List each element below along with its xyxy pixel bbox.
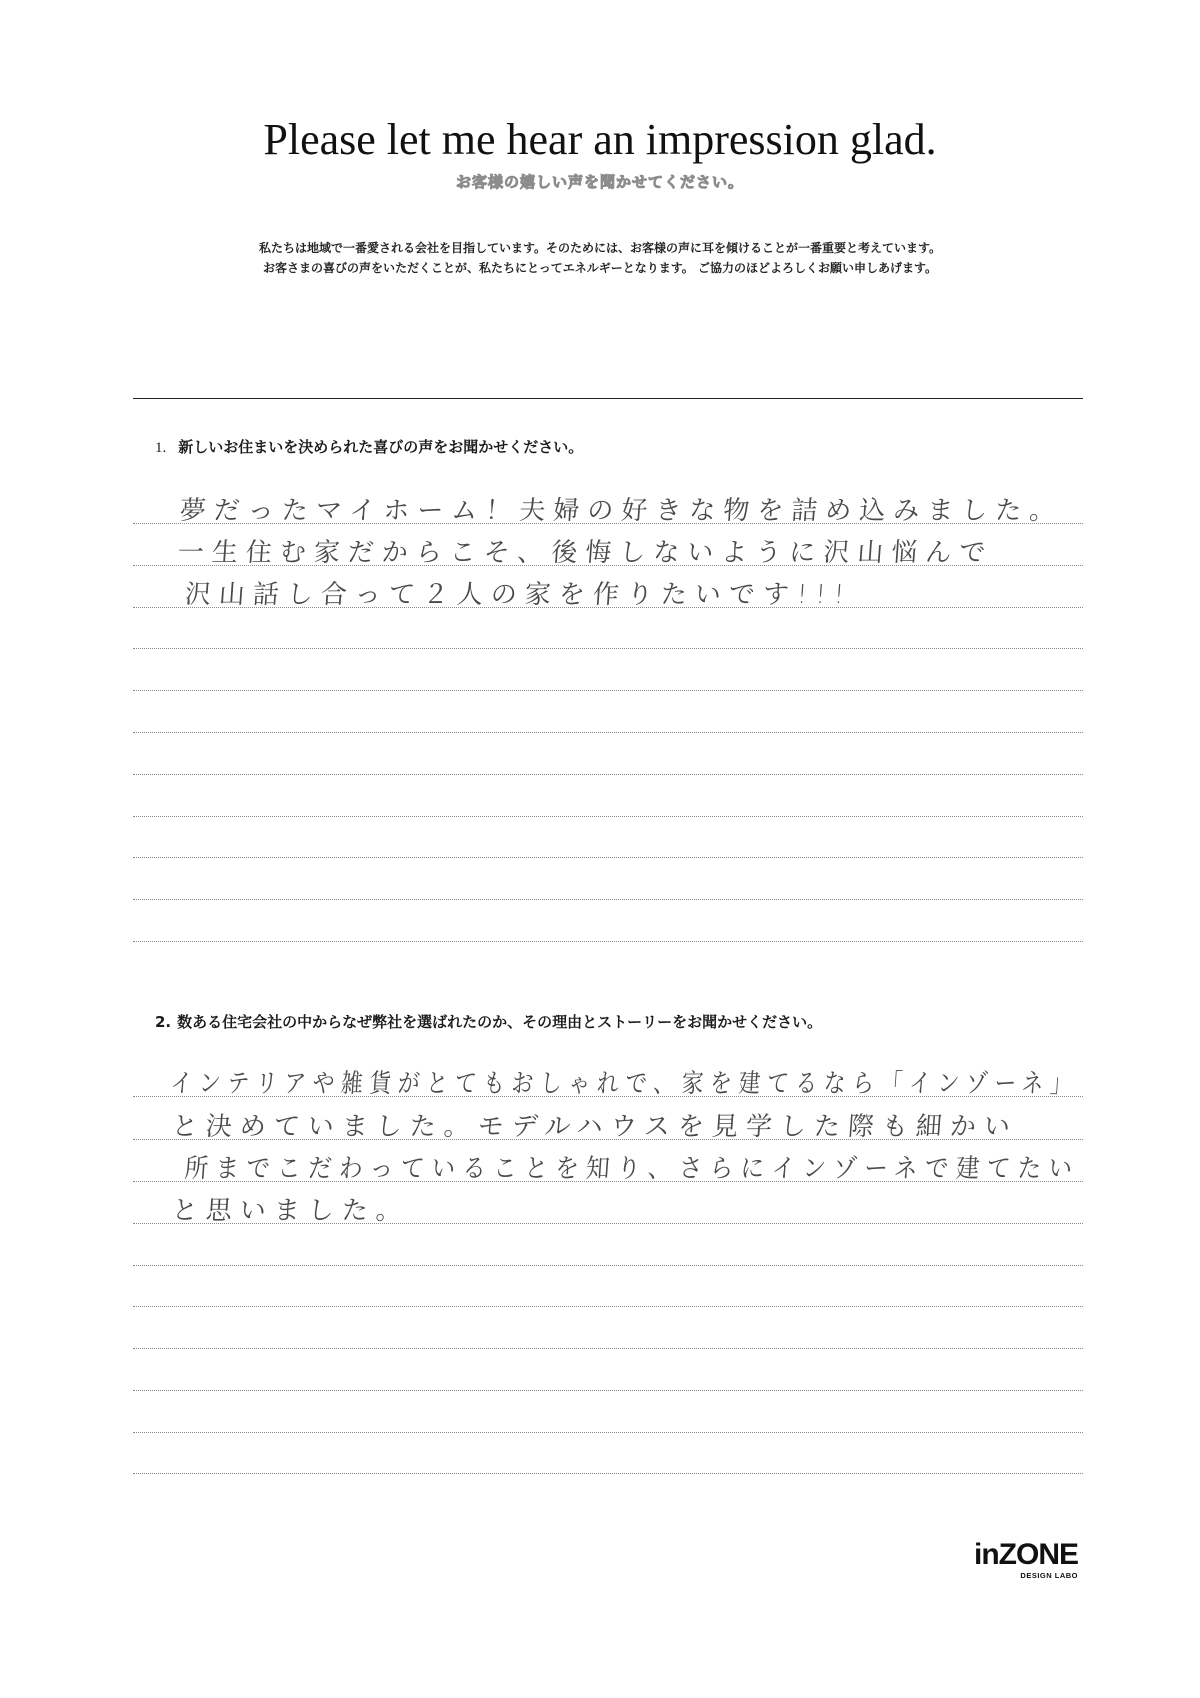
logo-wordmark: inZONE xyxy=(974,1538,1078,1571)
answer-2-line-2: と決めていました。モデルハウスを見学した際も細かい xyxy=(170,1112,1019,1142)
question-1 xyxy=(155,436,583,457)
intro-text xyxy=(0,238,1200,278)
answer-2-line-4: と思いました。 xyxy=(170,1196,411,1226)
question-2-number: 2. xyxy=(155,1013,172,1031)
question-1-text: 新しいお住まいを決められた喜びの声をお聞かせください。 xyxy=(178,438,584,456)
answer-1-rule xyxy=(133,690,1083,691)
answer-1-rule xyxy=(133,774,1083,775)
answer-1-rule xyxy=(133,648,1083,649)
question-2 xyxy=(155,1011,822,1032)
answer-2-line-3: 所までこだわっていることを知り、さらにインゾーネで建てたい xyxy=(183,1154,1081,1184)
intro-line-2: お客さまの喜びの声をいただくことが、私たちにとってエネルギーとなります。 ご協力のほどよろしくお願い申しあげます。 xyxy=(262,261,938,275)
header-divider xyxy=(133,398,1083,399)
answer-2-rule xyxy=(133,1473,1083,1474)
answer-1-rule xyxy=(133,523,1083,524)
answer-2-rule xyxy=(133,1306,1083,1307)
logo-tagline: DESIGN LABO xyxy=(1020,1571,1078,1580)
answer-2-rule xyxy=(133,1223,1083,1224)
answer-2-rule xyxy=(133,1139,1083,1140)
answer-1-rule xyxy=(133,565,1083,566)
answer-1-line-3: 沢山話し合って２人の家を作りたいです!!! xyxy=(183,580,854,610)
page-title: Please let me hear an impression glad. xyxy=(263,115,937,164)
page-subtitle: お客様の嬉しい声を聞かせてください。 xyxy=(455,173,744,191)
question-1-number: 1. xyxy=(155,440,167,456)
intro-line-1: 私たちは地域で一番愛される会社を目指しています。そのためには、お客様の声に耳を傾けることが一番重要と考えています。 xyxy=(258,241,942,255)
answer-2-rule xyxy=(133,1181,1083,1182)
answer-1-line-2: 一生住む家だからこそ、後悔しないように沢山悩んで xyxy=(176,538,995,568)
answer-1-line-1: 夢だったマイホーム！夫婦の好きな物を詰め込みました。 xyxy=(178,496,1065,526)
answer-1-rule xyxy=(133,816,1083,817)
answer-1-rule xyxy=(133,899,1083,900)
answer-2-rule xyxy=(133,1096,1083,1097)
answer-1-rule xyxy=(133,732,1083,733)
question-2-text: 数ある住宅会社の中からなぜ弊社を選ばれたのか、その理由とストーリーをお聞かせください。 xyxy=(177,1013,823,1031)
answer-2-rule xyxy=(133,1390,1083,1391)
company-logo xyxy=(958,1540,1078,1580)
answer-1-rule xyxy=(133,941,1083,942)
answer-2-rule xyxy=(133,1432,1083,1433)
answer-2-line-1: インテリアや雑貨がとてもおしゃれで、家を建てるなら「インゾーネ」 xyxy=(169,1069,1080,1099)
answer-1-rule xyxy=(133,857,1083,858)
answer-2-rule xyxy=(133,1348,1083,1349)
answer-2-rule xyxy=(133,1265,1083,1266)
answer-1-rule xyxy=(133,607,1083,608)
